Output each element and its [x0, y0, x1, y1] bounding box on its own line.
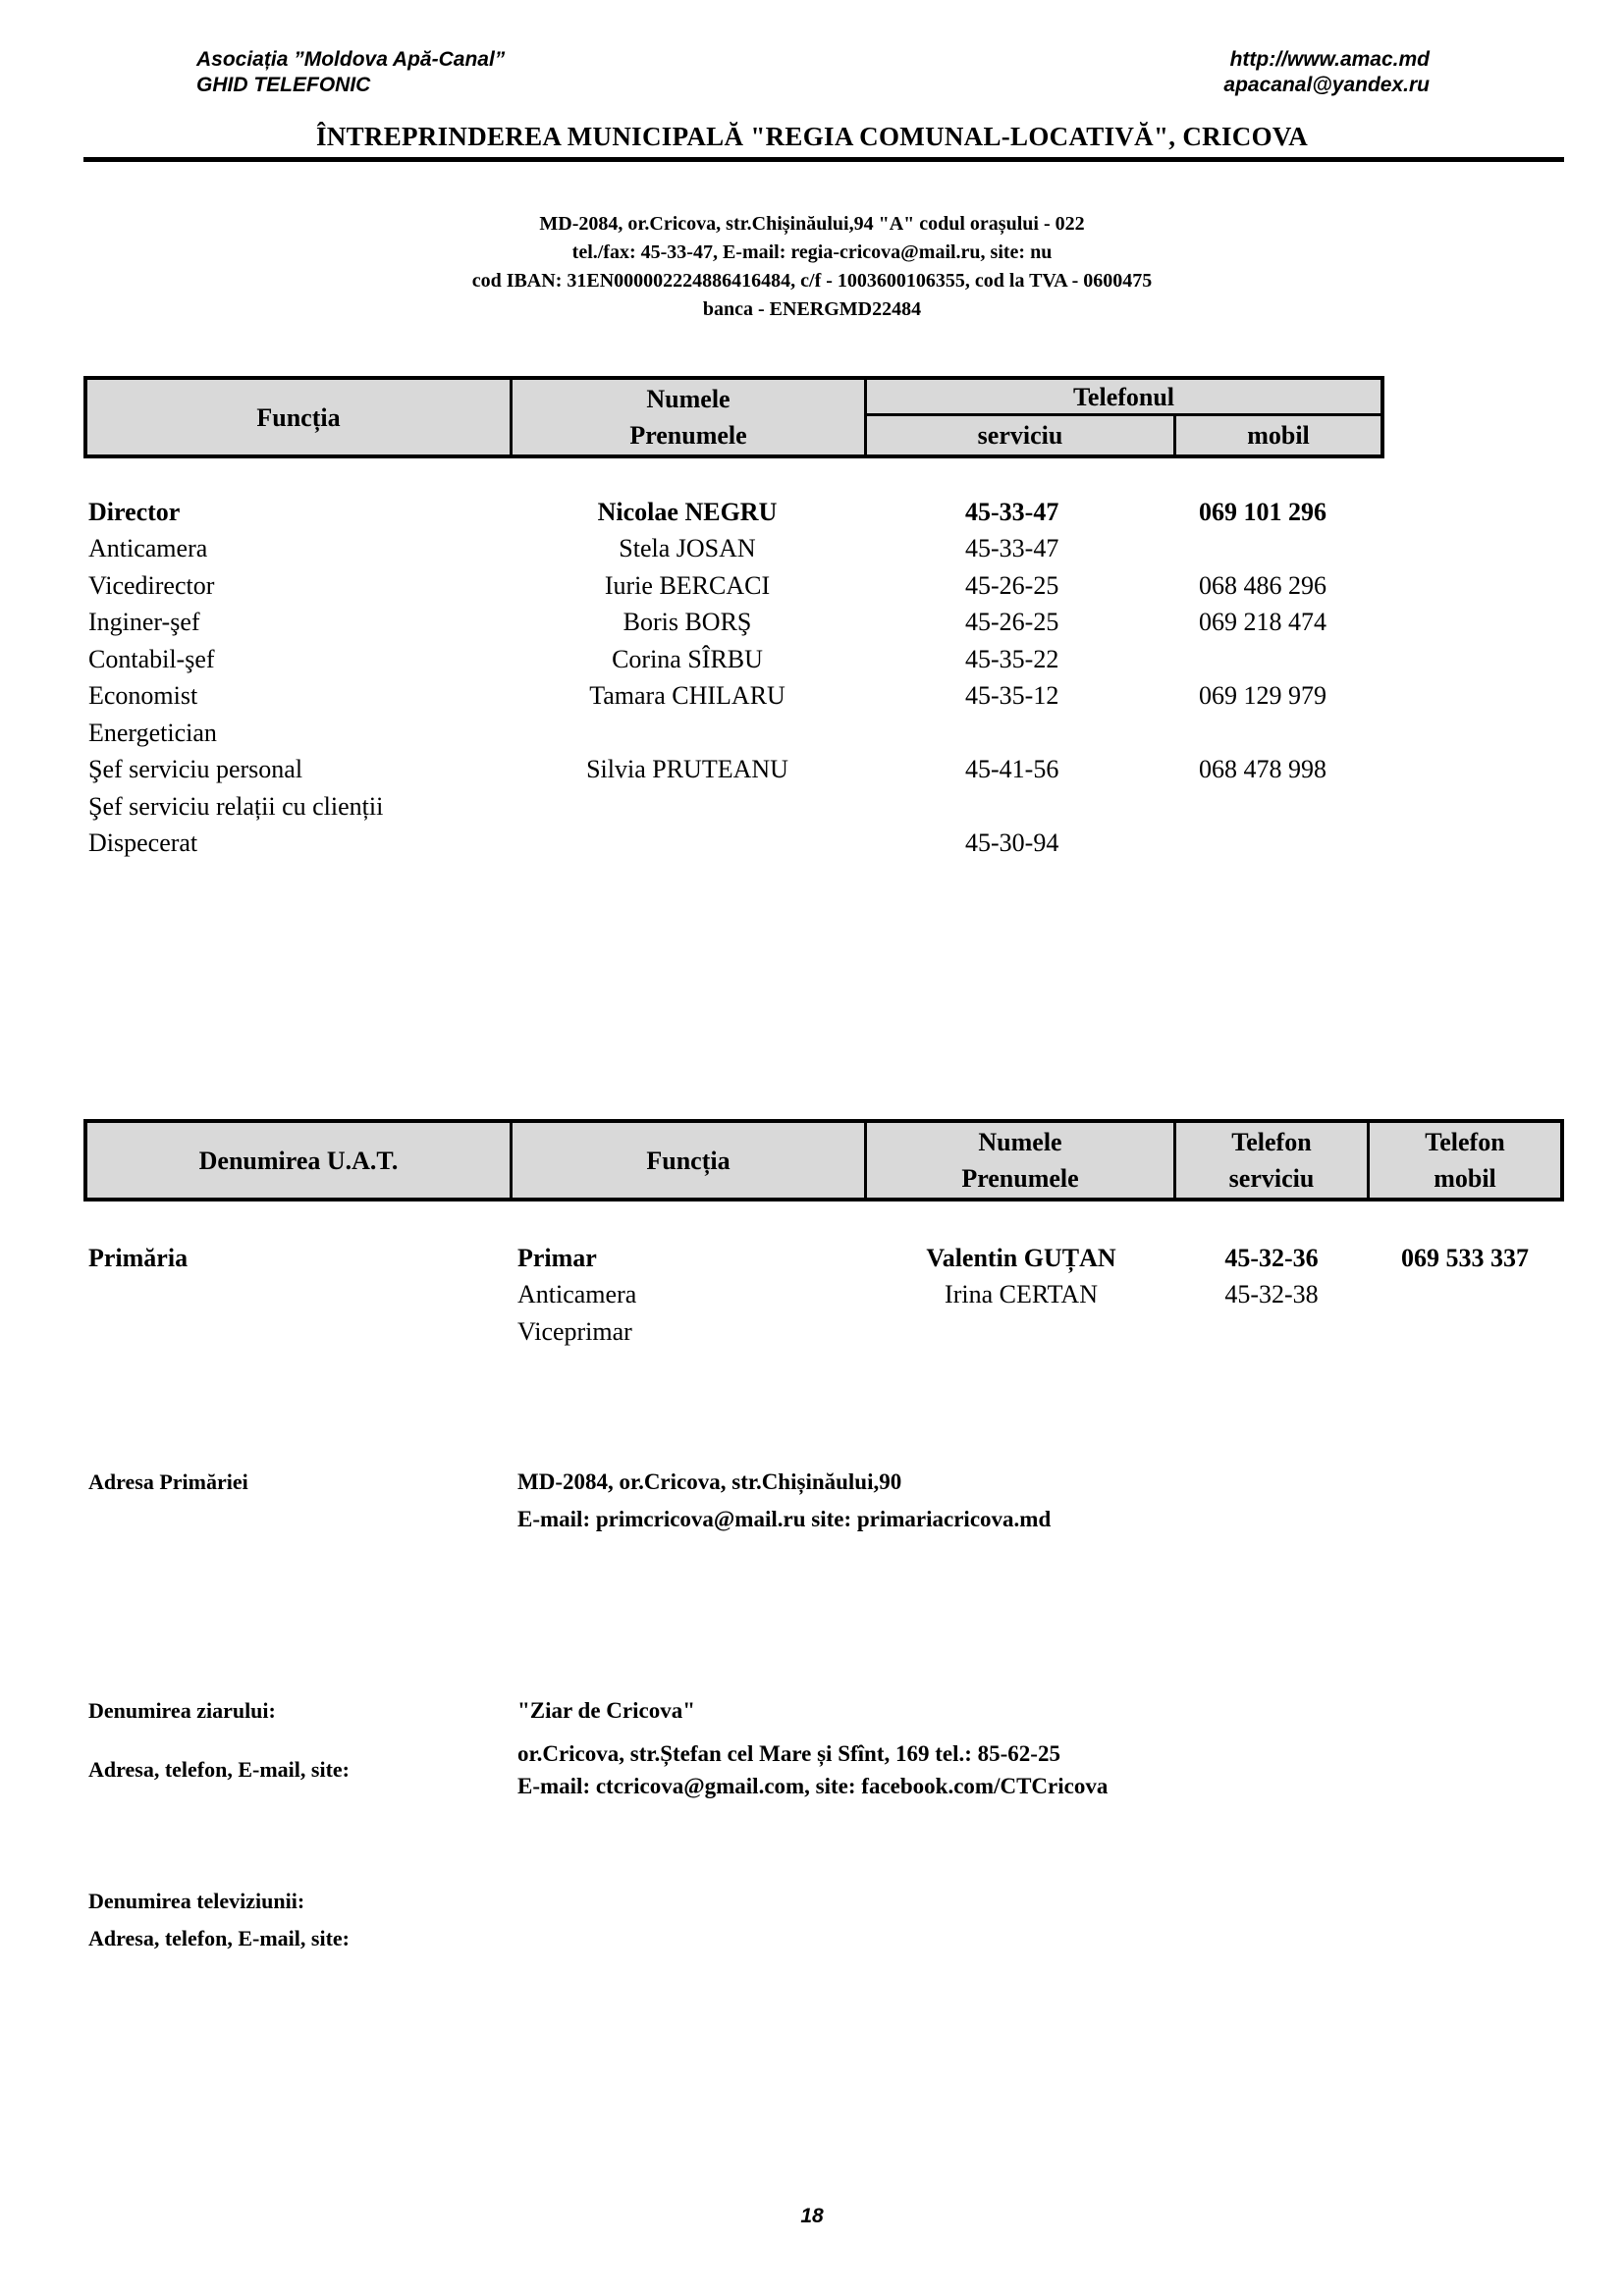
info-iban: cod IBAN: 31EN000002224886416484, c/f - 1003600106355, cod la TVA - 0600475	[471, 270, 1153, 292]
header-org: Asociația ”Moldova Apă-Canal”	[196, 48, 506, 71]
primaria-email-site: E-mail: primcricova@mail.ru site: primariacricova.md	[517, 1507, 1052, 1531]
col-serviciu: serviciu	[977, 421, 1063, 450]
col-telefon-serviciu: Telefon serviciu	[1228, 1128, 1315, 1193]
tv-address-label: Adresa, telefon, E-mail, site:	[88, 1926, 350, 1950]
header-url[interactable]: http://www.amac.md	[1229, 48, 1430, 71]
col-functia-uat: Funcția	[646, 1146, 731, 1175]
col-nume	[513, 380, 864, 454]
col-functia: Funcția	[256, 402, 341, 432]
header-email[interactable]: apacanal@yandex.ru	[1223, 74, 1430, 96]
ziar-address: or.Cricova, str.Ștefan cel Mare și Sfînt, 169 tel.: 85-62-25	[517, 1741, 1060, 1766]
col-prenumele: Prenumele	[629, 421, 747, 450]
info-contact: tel./fax: 45-33-47, E-mail: regia-cricova@mail.ru, site: nu	[571, 241, 1053, 263]
info-address: MD-2084, or.Cricova, str.Chișinăului,94 "A" codul orașului - 022	[539, 213, 1085, 235]
col-mobil: mobil	[1247, 421, 1310, 450]
col-denumirea-uat: Denumirea U.A.T.	[198, 1146, 399, 1175]
col-telefonul: Telefonul	[1072, 382, 1175, 411]
page-number: 18	[800, 2205, 824, 2227]
ziar-email-site: E-mail: ctcricova@gmail.com, site: facebook.com/CTCricova	[517, 1774, 1109, 1798]
info-bank: banca - ENERGMD22484	[702, 298, 922, 320]
tv-name-label: Denumirea televiziunii:	[88, 1889, 305, 1913]
header-guide: GHID TELEFONIC	[196, 74, 371, 96]
col-telefon-mobil: Telefon mobil	[1425, 1128, 1505, 1193]
header-rule	[83, 157, 1564, 162]
col-numele: Numele	[646, 385, 731, 413]
primaria-label: Adresa Primăriei	[88, 1469, 248, 1494]
primaria-address: MD-2084, or.Cricova, str.Chișinăului,90	[517, 1469, 902, 1494]
ziar-name-label: Denumirea ziarului:	[88, 1698, 276, 1723]
col-nume-uat: Numele Prenumele	[961, 1128, 1079, 1193]
ziar-name: "Ziar de Cricova"	[517, 1698, 695, 1723]
ziar-address-label: Adresa, telefon, E-mail, site:	[88, 1757, 350, 1782]
page-title: ÎNTREPRINDEREA MUNICIPALĂ "REGIA COMUNAL-LOCATIVĂ", CRICOVA	[315, 122, 1308, 151]
